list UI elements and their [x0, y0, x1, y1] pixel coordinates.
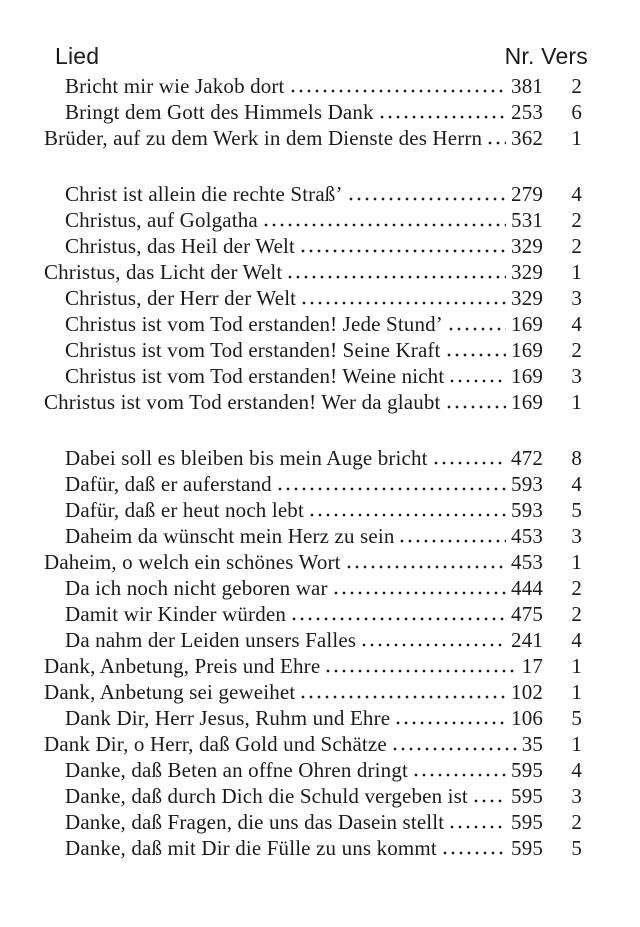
song-number: 106: [511, 706, 543, 730]
dot-leader: [299, 233, 506, 259]
index-entry-row: [44, 627, 582, 653]
song-title: Damit wir Kinder würden: [65, 602, 286, 626]
index-entry-row: [44, 125, 582, 151]
song-title: Dank, Anbetung sei geweihet: [44, 680, 296, 704]
song-number: 102: [511, 680, 543, 704]
index-entry-row: [44, 679, 582, 705]
song-number: 593: [511, 472, 543, 496]
dot-leader: [289, 73, 507, 99]
song-number: 475: [511, 602, 543, 626]
verse-number: 1: [571, 550, 582, 574]
song-number: 169: [511, 364, 543, 388]
verse-number: 2: [571, 576, 582, 600]
index-entry-list: [44, 73, 582, 861]
verse-number: 1: [571, 260, 582, 284]
dot-leader: [299, 679, 506, 705]
song-number: 35: [521, 732, 543, 756]
index-entry-row: [44, 757, 582, 783]
index-entry-row: [44, 285, 582, 311]
dot-leader: [324, 653, 516, 679]
verse-number: 2: [571, 602, 582, 626]
song-title: Christ ist allein die rechte Straß’: [65, 182, 343, 206]
index-section: [44, 73, 582, 151]
song-title: Dank Dir, Herr Jesus, Ruhm und Ehre: [65, 706, 391, 730]
song-title: Christus ist vom Tod erstanden! Jede Stund’: [65, 312, 443, 336]
verse-number: 3: [571, 364, 582, 388]
song-title: Christus ist vom Tod erstanden! Weine nicht: [65, 364, 445, 388]
song-title: Christus, das Licht der Welt: [44, 260, 283, 284]
dot-leader: [360, 627, 506, 653]
song-title: Bricht mir wie Jakob dort: [65, 74, 285, 98]
index-entry-row: [44, 337, 582, 363]
song-title: Daheim da wünscht mein Herz zu sein: [65, 524, 395, 548]
song-number: 329: [511, 234, 543, 258]
song-title: Dafür, daß er heut noch lebt: [65, 498, 304, 522]
verse-number: 4: [571, 182, 582, 206]
index-entry-row: [44, 363, 582, 389]
index-entry-row: [44, 575, 582, 601]
song-number: 595: [511, 758, 543, 782]
index-entry-row: [44, 73, 582, 99]
dot-leader: [448, 809, 506, 835]
dot-leader: [308, 497, 506, 523]
song-title: Da nahm der Leiden unsers Falles: [65, 628, 357, 652]
dot-leader: [445, 389, 507, 415]
song-number: 595: [511, 810, 543, 834]
column-header-lied: Lied: [55, 43, 100, 69]
index-section: [44, 445, 582, 861]
dot-leader: [347, 181, 506, 207]
song-title: Danke, daß mit Dir die Fülle zu uns kommt: [65, 836, 437, 860]
dot-leader: [472, 783, 506, 809]
verse-number: 3: [571, 286, 582, 310]
index-entry-row: [44, 259, 582, 285]
verse-number: 1: [571, 126, 582, 150]
dot-leader: [286, 259, 506, 285]
index-entry-row: [44, 445, 582, 471]
verse-number: 2: [571, 338, 582, 362]
dot-leader: [445, 337, 507, 363]
verse-number: 2: [571, 208, 582, 232]
song-number: 169: [511, 312, 543, 336]
song-number: 329: [511, 260, 543, 284]
song-title: Christus ist vom Tod erstanden! Wer da glaubt: [44, 390, 441, 414]
index-entry-row: [44, 207, 582, 233]
song-number: 169: [511, 390, 543, 414]
song-title: Danke, daß Beten an offne Ohren dringt: [65, 758, 408, 782]
song-number: 595: [511, 836, 543, 860]
song-number: 593: [511, 498, 543, 522]
song-title: Da ich noch nicht geboren war: [65, 576, 328, 600]
song-title: Daheim, o welch ein schönes Wort: [44, 550, 341, 574]
verse-number: 1: [571, 390, 582, 414]
index-section: [44, 181, 582, 415]
index-entry-row: [44, 783, 582, 809]
verse-number: 2: [571, 234, 582, 258]
index-entry-row: [44, 311, 582, 337]
song-title: Christus ist vom Tod erstanden! Seine Kraft: [65, 338, 441, 362]
dot-leader: [448, 363, 506, 389]
song-title: Christus, das Heil der Welt: [65, 234, 296, 258]
verse-number: 2: [571, 810, 582, 834]
verse-number: 8: [571, 446, 582, 470]
verse-number: 5: [571, 836, 582, 860]
index-entry-row: [44, 233, 582, 259]
song-title: Dafür, daß er auferstand: [65, 472, 272, 496]
song-title: Dank Dir, o Herr, daß Gold und Schätze: [44, 732, 387, 756]
verse-number: 4: [571, 628, 582, 652]
dot-leader: [300, 285, 506, 311]
song-title: Danke, daß Fragen, die uns das Dasein stellt: [65, 810, 445, 834]
song-title: Brüder, auf zu dem Werk in dem Dienste des Herrn: [44, 126, 483, 150]
dot-leader: [432, 445, 506, 471]
index-entry-row: [44, 601, 582, 627]
index-entry-row: [44, 523, 582, 549]
song-title: Christus, auf Golgatha: [65, 208, 258, 232]
song-title: Christus, der Herr der Welt: [65, 286, 297, 310]
song-number: 453: [511, 524, 543, 548]
dot-leader: [391, 731, 517, 757]
dot-leader: [378, 99, 506, 125]
dot-leader: [398, 523, 506, 549]
dot-leader: [290, 601, 506, 627]
song-title: Dank, Anbetung, Preis und Ehre: [44, 654, 321, 678]
dot-leader: [394, 705, 506, 731]
song-number: 17: [521, 654, 543, 678]
song-number: 241: [511, 628, 543, 652]
dot-leader: [262, 207, 506, 233]
index-entry-row: [44, 389, 582, 415]
index-entry-row: [44, 809, 582, 835]
song-number: 329: [511, 286, 543, 310]
song-title: Bringt dem Gott des Himmels Dank: [65, 100, 374, 124]
song-number: 531: [511, 208, 543, 232]
song-number: 253: [511, 100, 543, 124]
song-number: 381: [511, 74, 543, 98]
song-title: Danke, daß durch Dich die Schuld vergeben ist: [65, 784, 468, 808]
dot-leader: [276, 471, 506, 497]
index-column-headers: [44, 43, 588, 69]
verse-number: 4: [571, 472, 582, 496]
index-entry-row: [44, 653, 582, 679]
verse-number: 5: [571, 498, 582, 522]
song-title: Dabei soll es bleiben bis mein Auge bricht: [65, 446, 428, 470]
index-entry-row: [44, 181, 582, 207]
dot-leader: [332, 575, 506, 601]
song-number: 444: [511, 576, 543, 600]
dot-leader: [486, 125, 506, 151]
dot-leader: [412, 757, 506, 783]
index-entry-row: [44, 471, 582, 497]
verse-number: 3: [571, 784, 582, 808]
column-header-nr-vers: Nr. Vers: [504, 43, 588, 69]
verse-number: 1: [571, 654, 582, 678]
song-number: 362: [511, 126, 543, 150]
dot-leader: [345, 549, 506, 575]
index-entry-row: [44, 549, 582, 575]
song-number: 472: [511, 446, 543, 470]
index-entry-row: [44, 497, 582, 523]
verse-number: 5: [571, 706, 582, 730]
index-entry-row: [44, 835, 582, 861]
index-entry-row: [44, 705, 582, 731]
verse-number: 1: [571, 732, 582, 756]
verse-number: 3: [571, 524, 582, 548]
song-number: 595: [511, 784, 543, 808]
song-number: 279: [511, 182, 543, 206]
index-entry-row: [44, 99, 582, 125]
verse-number: 4: [571, 758, 582, 782]
verse-number: 1: [571, 680, 582, 704]
dot-leader: [441, 835, 506, 861]
verse-number: 2: [571, 74, 582, 98]
song-number: 169: [511, 338, 543, 362]
dot-leader: [447, 311, 506, 337]
verse-number: 6: [571, 100, 582, 124]
song-number: 453: [511, 550, 543, 574]
verse-number: 4: [571, 312, 582, 336]
index-entry-row: [44, 731, 582, 757]
